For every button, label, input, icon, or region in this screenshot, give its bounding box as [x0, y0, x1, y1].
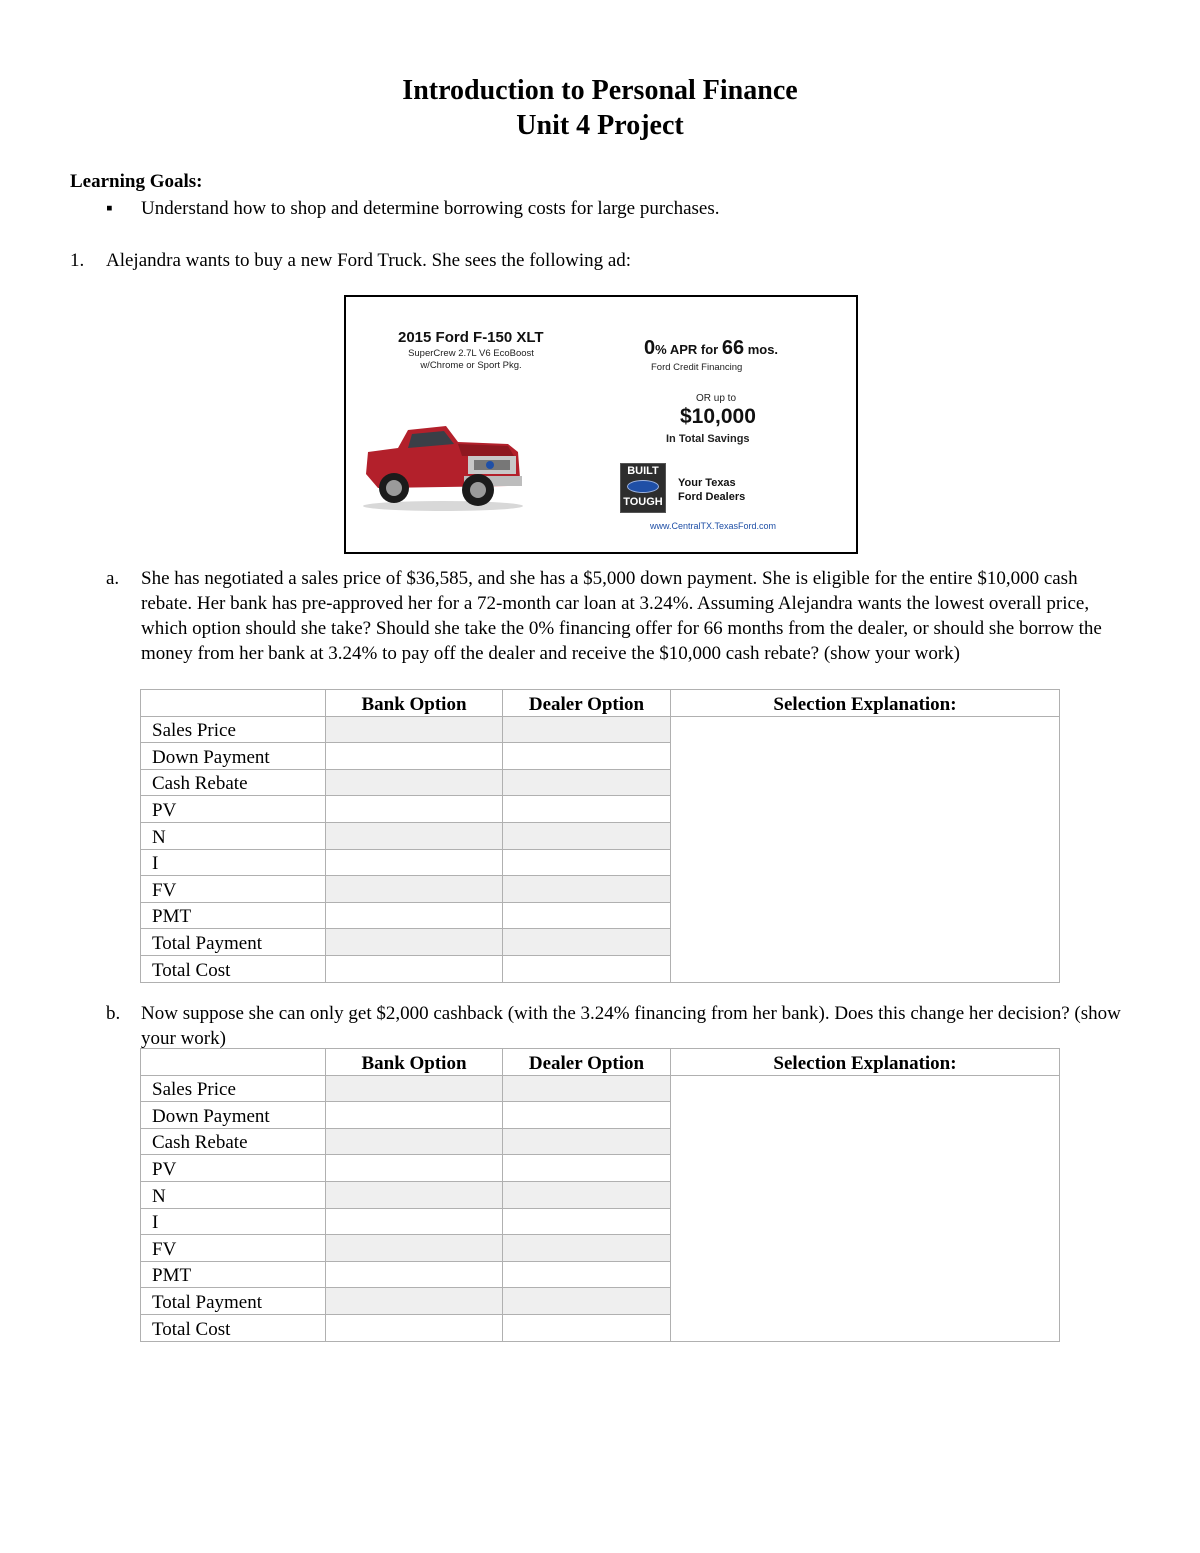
- table-header-bank: Bank Option: [326, 1049, 503, 1076]
- ad-total-savings: In Total Savings: [666, 433, 750, 445]
- square-bullet-icon: ▪: [106, 198, 113, 219]
- dealer-cell[interactable]: [503, 955, 671, 982]
- question-number: 1.: [70, 250, 85, 271]
- dealer-cell[interactable]: [503, 1102, 671, 1129]
- part-a-text: She has negotiated a sales price of $36,585, and she has a $5,000 down payment. She is eligible for the entire $10,000 cash rebate. Her bank has pre-approved her for a 72-month car loan at 3.24%. Assuming Alejandra wants the lowest overall price, which option should she take? Should she take the 0% financing offer for 66 months from the dealer, or should she borrow the money from her bank at 3.24% to pay off the dealer and receive the $10,000 cash rebate? (show your work): [141, 568, 1102, 664]
- bank-cell[interactable]: [326, 1155, 503, 1182]
- bank-cell[interactable]: [326, 1261, 503, 1288]
- bank-cell[interactable]: [326, 902, 503, 929]
- bank-cell[interactable]: [326, 1288, 503, 1315]
- part-b-letter: b.: [106, 1003, 121, 1024]
- row-label: FV: [141, 1235, 326, 1262]
- bank-cell[interactable]: [326, 876, 503, 903]
- built-tough-logo: [620, 463, 666, 513]
- learning-goal-item: Understand how to shop and determine borrowing costs for large purchases.: [141, 198, 720, 219]
- row-label: Cash Rebate: [141, 1128, 326, 1155]
- ad-sub-line1: SuperCrew 2.7L V6 EcoBoost: [408, 348, 534, 359]
- part-b-text: Now suppose she can only get $2,000 cashback (with the 3.24% financing from her bank). Does this change her decision? (show your work): [141, 1003, 1121, 1049]
- explanation-cell[interactable]: [671, 716, 1060, 982]
- table-header-explanation: Selection Explanation:: [671, 1049, 1060, 1076]
- dealer-cell[interactable]: [503, 1155, 671, 1182]
- bank-cell[interactable]: [326, 849, 503, 876]
- ad-apr-text: % APR for: [655, 342, 722, 357]
- dealer-cell[interactable]: [503, 743, 671, 770]
- dealer-cell[interactable]: [503, 1288, 671, 1315]
- ad-url: www.CentralTX.TexasFord.com: [650, 521, 777, 531]
- dealer-cell[interactable]: [503, 1261, 671, 1288]
- dealer-cell[interactable]: [503, 822, 671, 849]
- table-header-dealer: Dealer Option: [503, 1049, 671, 1076]
- row-label: FV: [141, 876, 326, 903]
- dealer-cell[interactable]: [503, 929, 671, 956]
- row-label: Cash Rebate: [141, 769, 326, 796]
- row-label: Total Cost: [141, 955, 326, 982]
- dealer-cell[interactable]: [503, 1181, 671, 1208]
- ad-subtitle: [386, 348, 556, 372]
- bank-cell[interactable]: [326, 1314, 503, 1341]
- dealer-cell[interactable]: [503, 716, 671, 743]
- row-label: Sales Price: [141, 716, 326, 743]
- row-label: N: [141, 822, 326, 849]
- table-header-explanation: Selection Explanation:: [671, 690, 1060, 717]
- dealer-cell[interactable]: [503, 1128, 671, 1155]
- dealer-cell[interactable]: [503, 1235, 671, 1262]
- row-label: Down Payment: [141, 743, 326, 770]
- bank-cell[interactable]: [326, 955, 503, 982]
- ford-truck-ad: [344, 295, 858, 554]
- badge-bottom: TOUGH: [623, 496, 663, 508]
- ad-sub-line2: w/Chrome or Sport Pkg.: [420, 360, 522, 371]
- bank-cell[interactable]: [326, 769, 503, 796]
- dealer-cell[interactable]: [503, 849, 671, 876]
- dealer-cell[interactable]: [503, 1314, 671, 1341]
- row-label: PMT: [141, 902, 326, 929]
- page-subtitle: Unit 4 Project: [516, 110, 684, 141]
- explanation-cell[interactable]: [671, 1075, 1060, 1341]
- table-header-blank: [141, 1049, 326, 1076]
- bank-cell[interactable]: [326, 743, 503, 770]
- bank-cell[interactable]: [326, 1235, 503, 1262]
- ad-dealer-line2: Ford Dealers: [678, 491, 746, 503]
- row-label: N: [141, 1181, 326, 1208]
- red-pickup-truck-icon: [358, 412, 528, 512]
- dealer-cell[interactable]: [503, 902, 671, 929]
- bank-cell[interactable]: [326, 716, 503, 743]
- table-header-dealer: Dealer Option: [503, 690, 671, 717]
- part-a-letter: a.: [106, 568, 120, 589]
- ad-apr-suffix: mos.: [744, 342, 779, 357]
- learning-goals-heading: Learning Goals:: [70, 171, 203, 192]
- ad-dealers: [678, 476, 745, 504]
- row-label: Total Payment: [141, 929, 326, 956]
- ad-or-up-to: OR up to: [696, 393, 737, 404]
- bank-cell[interactable]: [326, 1128, 503, 1155]
- bank-cell[interactable]: [326, 1181, 503, 1208]
- ad-savings-amount: $10,000: [680, 405, 756, 428]
- dealer-cell[interactable]: [503, 769, 671, 796]
- bank-cell[interactable]: [326, 929, 503, 956]
- bank-cell[interactable]: [326, 1075, 503, 1102]
- table-header-bank: Bank Option: [326, 690, 503, 717]
- ad-model: 2015 Ford F-150 XLT: [398, 329, 544, 346]
- row-label: Total Payment: [141, 1288, 326, 1315]
- row-label: PV: [141, 1155, 326, 1182]
- row-label: Total Cost: [141, 1314, 326, 1341]
- comparison-table-b: [140, 1048, 1060, 1342]
- ad-apr-zero: 0: [644, 337, 656, 359]
- bank-cell[interactable]: [326, 822, 503, 849]
- ad-financing: Ford Credit Financing: [651, 362, 743, 373]
- dealer-cell[interactable]: [503, 796, 671, 823]
- row-label: Down Payment: [141, 1102, 326, 1129]
- page-title: Introduction to Personal Finance: [402, 75, 798, 106]
- ad-dealer-line1: Your Texas: [678, 477, 736, 489]
- row-label: I: [141, 849, 326, 876]
- dealer-cell[interactable]: [503, 1208, 671, 1235]
- ad-apr-months: 66: [721, 337, 745, 359]
- bank-cell[interactable]: [326, 796, 503, 823]
- row-label: I: [141, 1208, 326, 1235]
- table-header-blank: [141, 690, 326, 717]
- dealer-cell[interactable]: [503, 876, 671, 903]
- row-label: PMT: [141, 1261, 326, 1288]
- comparison-table-a: [140, 689, 1060, 983]
- bank-cell[interactable]: [326, 1102, 503, 1129]
- bank-cell[interactable]: [326, 1208, 503, 1235]
- row-label: Sales Price: [141, 1075, 326, 1102]
- ford-oval-icon: [627, 480, 659, 493]
- question-text: Alejandra wants to buy a new Ford Truck. She sees the following ad:: [106, 250, 632, 271]
- badge-top: BUILT: [627, 465, 659, 477]
- ad-apr-offer: [644, 337, 778, 360]
- row-label: PV: [141, 796, 326, 823]
- dealer-cell[interactable]: [503, 1075, 671, 1102]
